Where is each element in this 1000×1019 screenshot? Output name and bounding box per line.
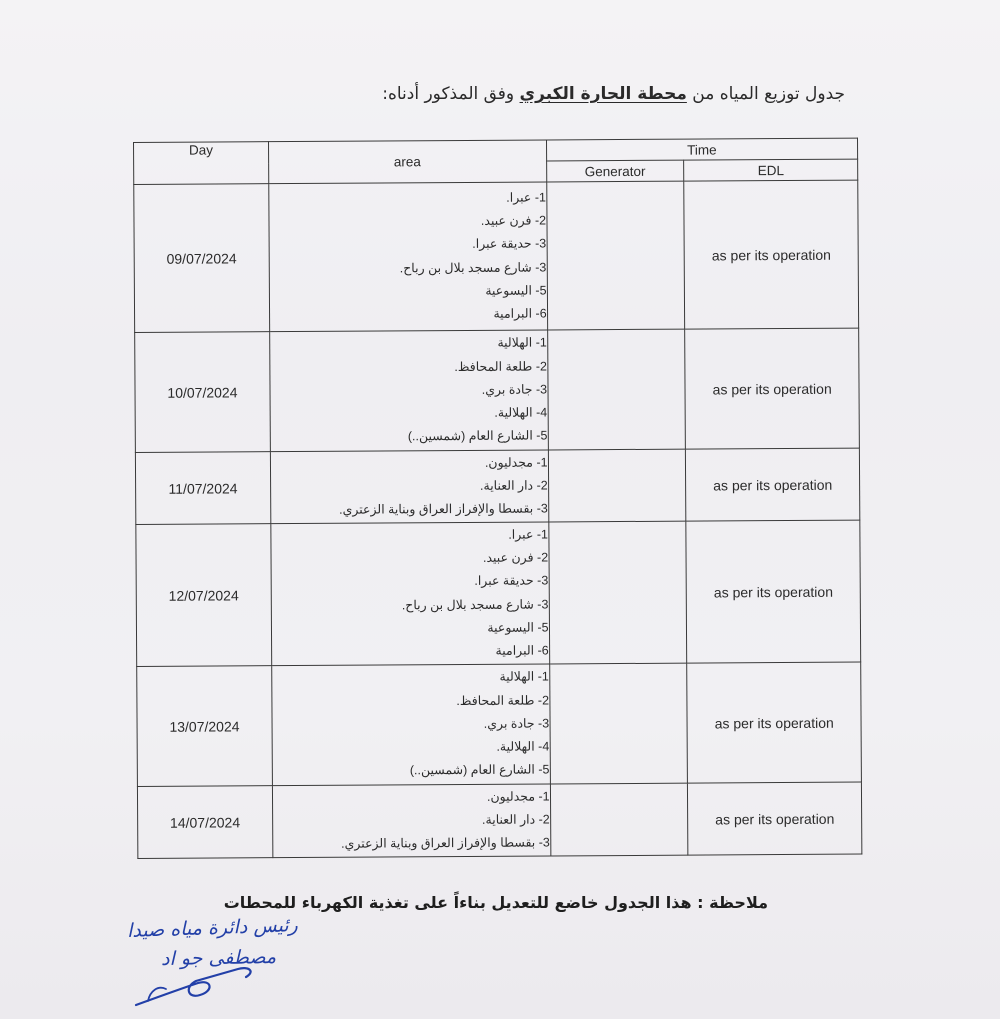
table-row: [134, 180, 859, 332]
header-time: Time: [546, 138, 858, 161]
area-item: 3- بقسطا والإفراز العراق وبناية الزعتري.: [341, 835, 550, 851]
area-cell: [271, 664, 550, 786]
day-cell: 10/07/2024: [135, 332, 271, 453]
day-cell: 14/07/2024: [137, 786, 272, 859]
area-item: 5- الشارع العام (شمسين..): [409, 762, 550, 778]
day-cell: 09/07/2024: [134, 184, 270, 333]
area-item: 1- الهلالية: [499, 669, 549, 685]
header-area: area: [268, 140, 546, 184]
area-item: 2- فرن عبيد.: [482, 550, 549, 565]
signature-title: رئيس دائرة مياه صيدا: [126, 914, 299, 942]
table-row: [137, 662, 862, 786]
generator-cell: [547, 329, 685, 450]
edl-cell: as per its operation: [686, 448, 860, 521]
area-item: 5- الشارع العام (شمسين..): [407, 428, 548, 444]
distribution-table: [133, 138, 862, 859]
area-item: 6- البرامية: [495, 643, 549, 658]
area-item: 3- جادة بري.: [481, 382, 548, 397]
generator-cell: [546, 181, 685, 330]
table-row: [135, 328, 860, 452]
table-body: [134, 180, 862, 858]
area-item: 2- فرن عبيد.: [480, 213, 547, 228]
area-item: 1- الهلالية: [497, 335, 547, 351]
edl-cell: as per its operation: [686, 520, 861, 663]
edl-cell: as per its operation: [687, 662, 861, 783]
area-item: 1- مجدليون.: [486, 789, 550, 804]
area-item: 1- مجدليون.: [484, 455, 548, 470]
area-item: 6- البرامية: [493, 306, 547, 321]
generator-cell: [548, 449, 686, 522]
area-item: 3- بقسطا والإفراز العراق وبناية الزعتري.: [339, 501, 548, 517]
area-item: 2- طلعة المحافظ.: [454, 359, 547, 374]
generator-cell: [550, 783, 688, 856]
area-item: 3- شارع مسجد بلال بن رباح.: [401, 596, 549, 612]
generator-cell: [548, 521, 687, 664]
area-item: 3- حديقة عبرا.: [472, 236, 547, 252]
signature-scribble: [88, 905, 298, 1015]
area-cell: [272, 784, 550, 858]
area-cell: [269, 182, 548, 332]
edl-cell: as per its operation: [684, 180, 859, 329]
area-cell: [271, 522, 550, 666]
area-item: 4- الهلالية.: [496, 739, 550, 754]
generator-cell: [549, 663, 687, 784]
header-day: Day: [134, 142, 269, 185]
heading-suffix: وفق المذكور أدناه:: [382, 84, 520, 104]
table-row: [137, 782, 861, 858]
area-item: 5- اليسوعية: [485, 283, 547, 298]
area-cell: [270, 450, 548, 524]
area-cell: [269, 330, 548, 452]
signature: [88, 905, 298, 1015]
table-row: [136, 520, 861, 666]
day-cell: 12/07/2024: [136, 524, 272, 667]
document-heading: [382, 84, 845, 104]
area-item: 2- دار العناية.: [481, 812, 550, 827]
area-item: 3- جادة بري.: [483, 716, 550, 731]
heading-station: محطة الحارة الكبري: [519, 84, 687, 104]
day-cell: 11/07/2024: [135, 452, 270, 525]
edl-cell: as per its operation: [685, 328, 859, 449]
area-item: 1- عبرا.: [508, 527, 549, 542]
edl-cell: as per its operation: [688, 782, 862, 855]
header-edl: EDL: [684, 159, 858, 181]
signature-name: مصطفى جو اد: [160, 945, 277, 971]
area-item: 1- عبرا.: [506, 190, 546, 205]
heading-prefix: جدول توزيع المياه من: [686, 84, 845, 104]
area-item: 4- الهلالية.: [494, 405, 548, 420]
area-item: 2- طلعة المحافظ.: [456, 693, 550, 708]
table-row: [135, 448, 859, 524]
footnote: ملاحظة : هذا الجدول خاضع للتعديل بناءاً على تغذية الكهرباء للمحطات: [223, 893, 768, 912]
header-generator: Generator: [546, 160, 684, 182]
area-item: 3- شارع مسجد بلال بن رباح.: [399, 259, 547, 275]
day-cell: 13/07/2024: [137, 666, 273, 787]
area-item: 2- دار العناية.: [479, 478, 548, 493]
area-item: 3- حديقة عبرا.: [474, 573, 549, 589]
area-item: 5- اليسوعية: [487, 620, 549, 635]
